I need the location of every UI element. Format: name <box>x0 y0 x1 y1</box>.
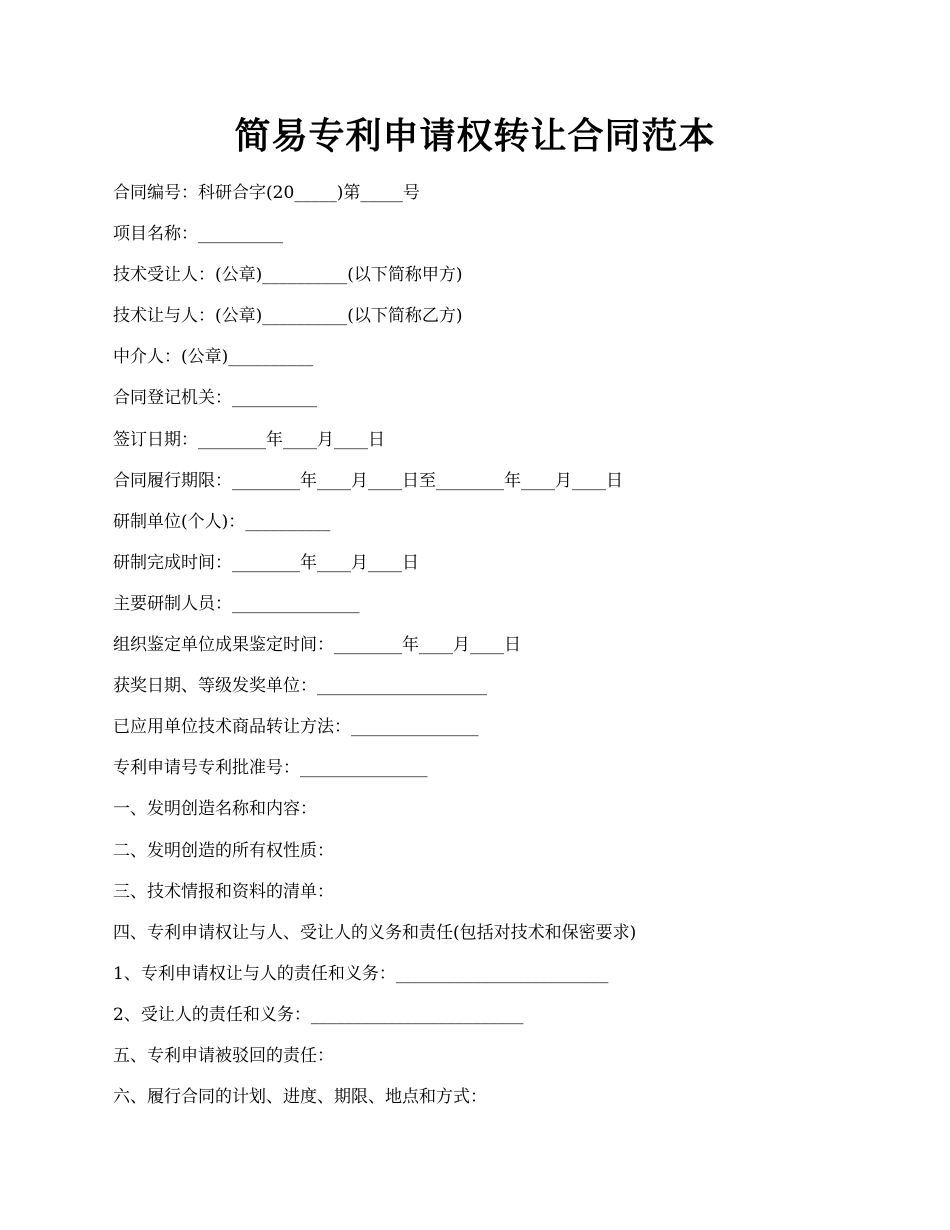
section-4: 四、专利申请权让与人、受让人的义务和责任(包括对技术和保密要求) <box>113 922 637 943</box>
section-3: 三、技术情报和资料的清单： <box>113 881 334 902</box>
line-award-info: 获奖日期、等级发奖单位：____________________ <box>113 676 487 697</box>
section-1: 一、发明创造名称和内容： <box>113 799 317 820</box>
line-completion-time: 研制完成时间：________年____月____日 <box>113 552 419 573</box>
line-transfer-method: 已应用单位技术商品转让方法：_______________ <box>113 717 479 738</box>
line-performance-period: 合同履行期限：________年____月____日至________年____月____日 <box>113 470 623 491</box>
document-title: 简易专利申请权转让合同范本 <box>234 115 716 157</box>
section-5: 五、专利申请被驳回的责任： <box>113 1045 334 1066</box>
line-patent-numbers: 专利申请号专利批准号：_______________ <box>113 758 428 779</box>
line-contract-number: 合同编号：科研合字(20_____)第_____号 <box>113 183 420 203</box>
line-appraisal-time: 组织鉴定单位成果鉴定时间：________年____月____日 <box>113 635 521 656</box>
line-developer: 研制单位(个人)：__________ <box>113 511 331 532</box>
line-transferee: 技术受让人：(公章)__________(以下简称甲方) <box>113 265 463 286</box>
line-main-developers: 主要研制人员：_______________ <box>113 593 360 614</box>
section-4-item-1: 1、专利申请权让与人的责任和义务：_________________________ <box>113 963 609 984</box>
contract-body <box>113 178 913 1123</box>
section-2: 二、发明创造的所有权性质： <box>113 840 334 861</box>
line-intermediary: 中介人：(公章)__________ <box>113 347 314 368</box>
line-signing-date: 签订日期：________年____月____日 <box>113 429 385 450</box>
section-4-item-2: 2、受让人的责任和义务：_________________________ <box>113 1004 524 1025</box>
section-6: 六、履行合同的计划、进度、期限、地点和方式： <box>113 1087 487 1108</box>
line-transferor: 技术让与人：(公章)__________(以下简称乙方) <box>113 306 463 327</box>
line-registration-authority: 合同登记机关：__________ <box>113 388 317 409</box>
line-project-name: 项目名称：__________ <box>113 224 283 245</box>
